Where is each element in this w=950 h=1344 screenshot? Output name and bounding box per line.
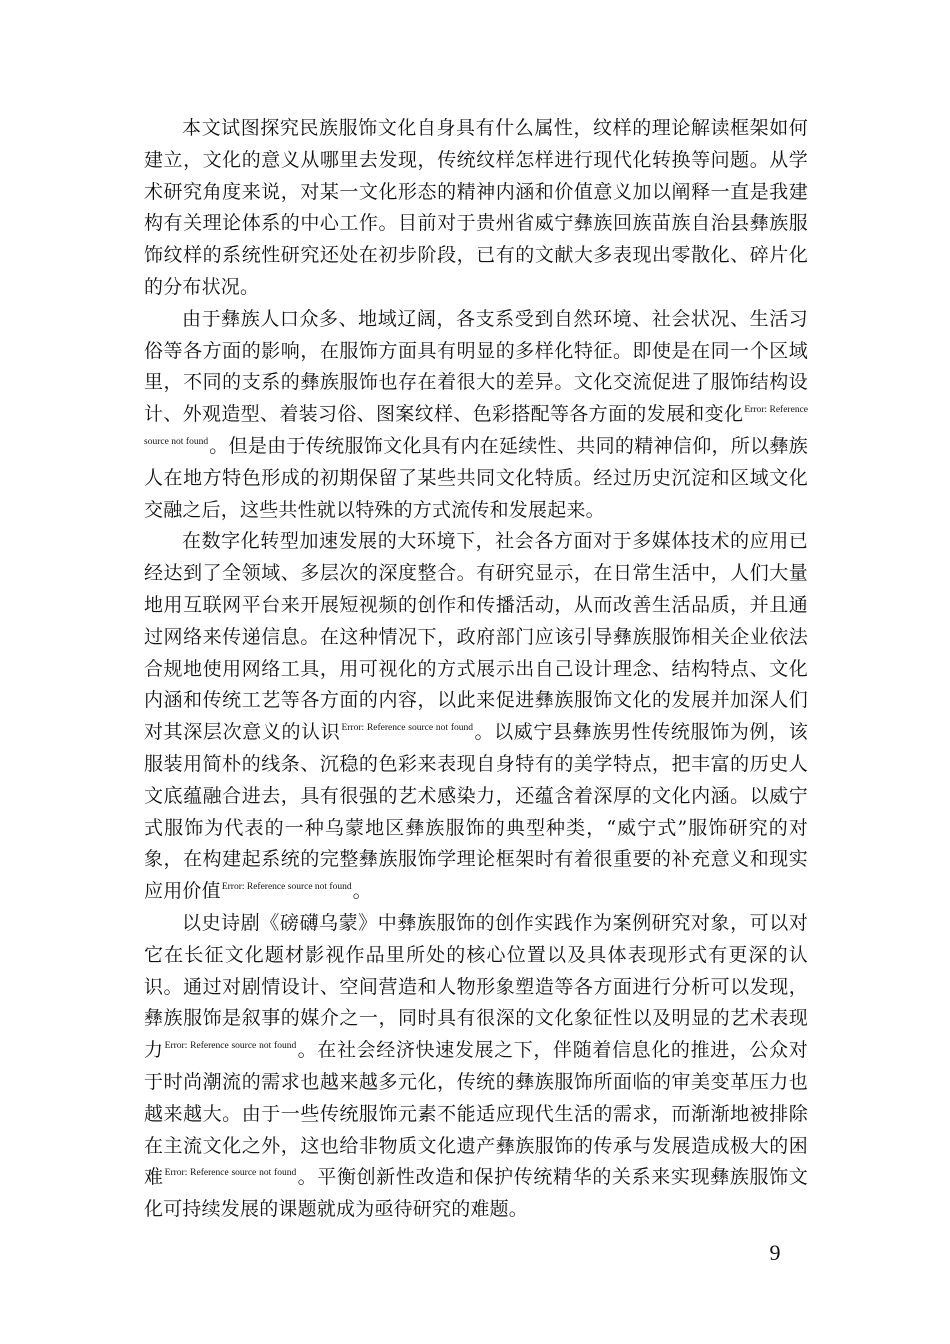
paragraph-1-text: 本文试图探究民族服饰文化自身具有什么属性，纹样的理论解读框架如何建立，文化的意义从哪里去发现，传统纹样怎样进行现代化转换等问题。从学术研究角度来说，对某一文化形态的精神内涵和价值意义加以阐释一直是我建构有关理论体系的中心工作。目前对于贵州省威宁彝族回族苗族自治县彝族服饰纹样的系统性研究还处在初步阶段，已有的文献大多表现出零散化、碎片化的分布状况。 xyxy=(144,117,808,298)
reference-error-marker: Error: Reference source not found xyxy=(164,1168,297,1179)
body-text xyxy=(144,113,808,1226)
reference-error-marker: Error: Reference source not found xyxy=(144,405,808,447)
page-number: 9 xyxy=(769,1240,781,1265)
paragraph-4-text-b: 。在社会经济快速发展之下，伴随着信息化的推进，公众对于时尚潮流的需求也越来越多元化，传统的彝族服饰所面临的审美变革压力也越来越大。由于一些传统服饰元素不能适应现代生活的需求，而渐渐地被排除在主流文化之外，这也给非物质文化遗产彝族服饰的传承与发展造成极大的困难 xyxy=(144,1039,809,1189)
paragraph-4-text-a: 以史诗剧《磅礴乌蒙》中彝族服饰的创作实践作为案例研究对象，可以对它在长征文化题材影视作品里所处的核心位置以及具体表现形式有更深的认识。通过对剧情设计、空间营造和人物形象塑造等各方面进行分析可以发现，彝族服饰是叙事的媒介之一，同时具有很深的文化象征性以及明显的艺术表现力 xyxy=(144,911,808,1062)
reference-error-marker: Error: Reference source not found xyxy=(341,723,474,734)
paragraph-3-text-a: 在数字化转型加速发展的大环境下，社会各方面对于多媒体技术的应用已经达到了全领域、多层次的深度整合。有研究显示，在日常生活中，人们大量地用互联网平台来开展短视频的创作和传播活动，从而改善生活品质，并且通过网络来传递信息。在这种情况下，政府部门应该引导彝族服饰相关企业依法合规地使用网络工具，用可视化的方式展示出自己设计理念、结构特点、文化内涵和传统工艺等各方面的内容，以此来促进彝族服饰文化的发展并加深人们对其深层次意义的认识 xyxy=(144,530,808,744)
reference-error-marker: Error: Reference source not found xyxy=(221,882,352,893)
paragraph-3 xyxy=(144,526,808,908)
paragraph-4 xyxy=(144,908,808,1226)
paragraph-2-text-b: 。但是由于传统服饰文化具有内在延续性、共同的精神信仰，所以彝族人在地方特色形成的初期保留了某些共同文化特质。经过历史沉淀和区域文化交融之后，这些共性就以特殊的方式流传和发展起来。 xyxy=(144,434,808,521)
paragraph-2-text-a: 由于彝族人口众多、地域辽阔，各支系受到自然环境、社会状况、生活习俗等各方面的影响，在服饰方面具有明显的多样化特征。即使是在同一个区域里，不同的支系的彝族服饰也存在着很大的差异。文化交流促进了服饰结构设计、外观造型、着装习俗、图案纹样、色彩搭配等各方面的发展和变化 xyxy=(144,307,808,426)
paragraph-3-text-c: 。 xyxy=(352,880,372,903)
paragraph-3-text-b: 。以威宁县彝族男性传统服饰为例，该服装用简朴的线条、沉稳的色彩来表现自身特有的美学特点，把丰富的历史人文底蕴融合进去，具有很强的艺术感染力，还蕴含着深厚的文化内涵。以威宁式服饰为代表的一种乌蒙地区彝族服饰的典型种类，“威宁式”服饰研究的对象，在构建起系统的完整彝族服饰学理论框架时有着很重要的补充意义和现实应用价值 xyxy=(144,721,808,903)
paragraph-1 xyxy=(144,113,808,304)
reference-error-marker: Error: Reference source not found xyxy=(164,1041,297,1052)
paragraph-4-text-c: 。平衡创新性改造和保护传统精华的关系来实现彝族服饰文化可持续发展的课题就成为亟待研究的难题。 xyxy=(144,1166,809,1221)
paragraph-2 xyxy=(144,304,808,527)
